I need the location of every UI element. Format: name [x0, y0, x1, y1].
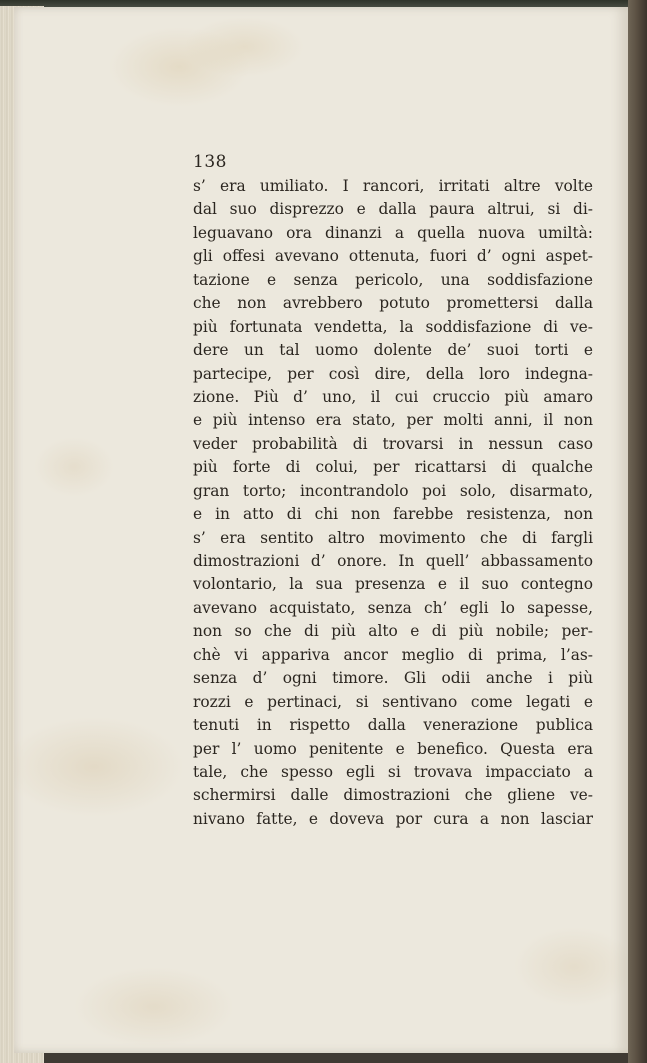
body-text [193, 175, 593, 831]
text-line: più fortunata vendetta, la soddisfazione di ve- [193, 317, 593, 336]
text-line: per l’ uomo penitente e benefico. Questa era [193, 739, 593, 758]
text-line: chè vi appariva ancor meglio di prima, l’as- [193, 645, 593, 664]
text-line: tenuti in rispetto dalla venerazione publica [193, 716, 593, 735]
page-number: 138 [193, 152, 227, 172]
text-line: dal suo disprezzo e dalla paura altrui, si di- [193, 200, 593, 219]
text-line: dimostrazioni d’ onore. In quell’ abbassamento [193, 552, 593, 570]
text-line: gli offesi avevano ottenuta, fuori d’ ogni aspet- [193, 247, 593, 266]
text-line: leguavano ora dinanzi a quella nuova umiltà: [193, 223, 593, 242]
text-line: s’ era sentito altro movimento che di fargli [193, 528, 593, 547]
text-line: veder probabilità di trovarsi in nessun caso [193, 434, 593, 453]
text-line: senza d’ ogni timore. Gli odii anche i più [193, 669, 593, 688]
text-line: non so che di più alto e di più nobile; per- [193, 622, 593, 641]
book-gutter [628, 0, 647, 1063]
text-line: tale, che spesso egli si trovava impacciato a [193, 762, 593, 781]
text-line: e in atto di chi non farebbe resistenza, non [193, 505, 593, 524]
text-line: schermirsi dalle dimostrazioni che gliene ve- [193, 786, 593, 805]
page-text-block [193, 150, 593, 831]
text-line: tazione e senza pericolo, una soddisfazione [193, 270, 593, 289]
text-line: che non avrebbero potuto promettersi dalla [193, 294, 593, 313]
text-line: s’ era umiliato. I rancori, irritati altre volte [193, 177, 593, 195]
text-line: avevano acquistato, senza ch’ egli lo sapesse, [193, 598, 593, 617]
text-line: dere un tal uomo dolente de’ suoi torti e [193, 341, 593, 360]
text-line: partecipe, per così dire, della loro indegna- [193, 364, 593, 383]
text-line: più forte di colui, per ricattarsi di qualche [193, 458, 593, 477]
text-line: rozzi e pertinaci, si sentivano come legati e [193, 692, 593, 711]
text-line: zione. Più d’ uno, il cui cruccio più amaro [193, 387, 593, 406]
text-line: e più intenso era stato, per molti anni, il non [193, 411, 593, 430]
text-line: volontario, la sua presenza e il suo contegno [193, 575, 593, 594]
text-line: nivano fatte, e doveva por cura a non lasciar [193, 809, 593, 828]
text-line: gran torto; incontrandolo poi solo, disarmato, [193, 481, 593, 500]
